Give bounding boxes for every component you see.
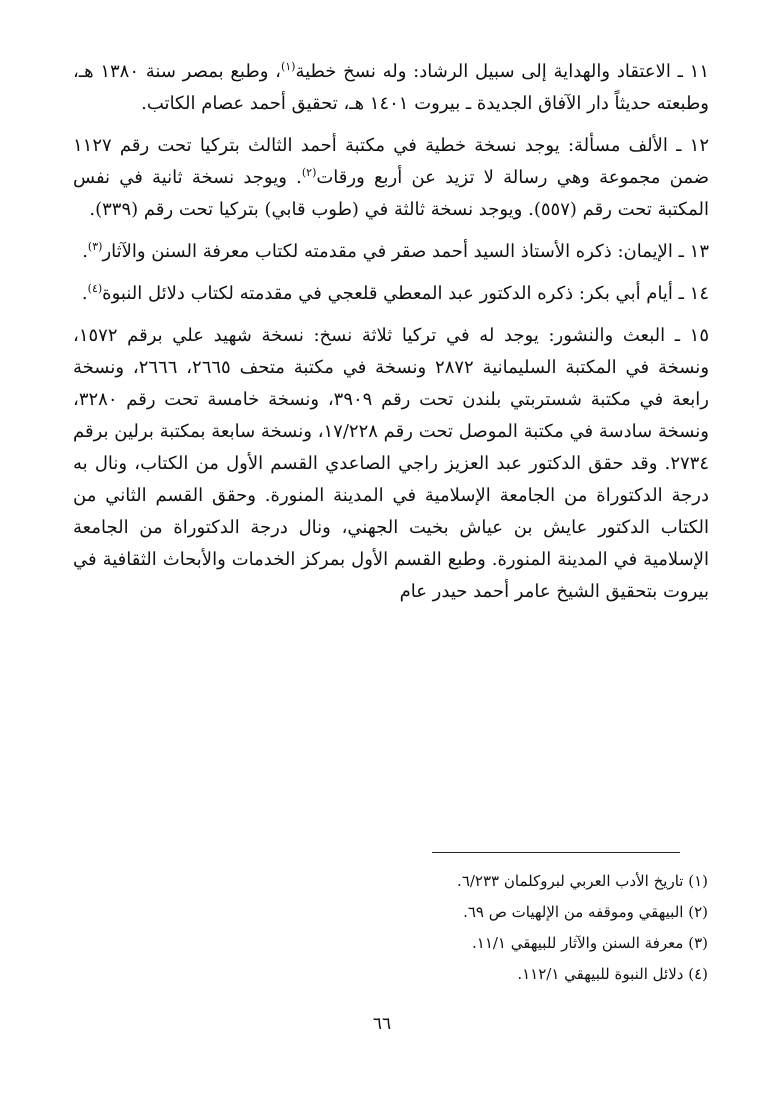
entry-text-continued: .	[82, 241, 88, 262]
entry-paragraph	[73, 278, 709, 310]
main-text	[73, 56, 709, 618]
entry-text: ١٤ ـ أيام أبي بكر: ذكره الدكتور عبد المعطي قلعجي في مقدمته لكتاب دلائل النبوة	[102, 283, 709, 304]
footnote-divider	[432, 852, 680, 853]
page-number: ٦٦	[372, 1014, 392, 1034]
entry-text: ١٥ ـ البعث والنشور: يوجد له في تركيا ثلاثة نسخ: نسخة شهيد علي برقم ١٥٧٢، ونسخة في المكتبة السليمانية ٢٨٧٢ ونسخة في مكتبة متحف ٢٦٦٥، ٢٦٦٦، ونسخة رابعة في مكتبة شستربتي بلندن تحت رقم ٣٩٠٩، ونسخة خامسة تحت رقم ٣٢٨٠، ونسخة سادسة في مكتبة الموصل تحت رقم ١٧/٢٢٨، ونسخة سابعة بمكتبة برلين برقم ٢٧٣٤. وقد حقق الدكتور عبد العزيز راجي الصاعدي القسم الأول من الكتاب، ونال به درجة الدكتوراة من الجامعة الإسلامية في المدينة المنورة. وحقق القسم الثاني من الكتاب الدكتور عايش بن عياش بخيت الجهني، ونال درجة الدكتوراة من الجامعة الإسلامية في المدينة المنورة. وطبع القسم الأول بمركز الخدمات والأبحاث الثقافية في بيروت بتحقيق الشيخ عامر أحمد حيدر عام	[73, 325, 710, 602]
entry-text: ١٢ ـ الألف مسألة: يوجد نسخة خطية في مكتبة أحمد الثالث بتركيا تحت رقم ١١٢٧ ضمن مجموعة وهي رسالة لا تزيد عن أربع ورقات	[73, 135, 710, 188]
entry-14	[73, 278, 709, 310]
entry-paragraph	[73, 320, 709, 608]
entry-11	[73, 56, 709, 120]
footnote-ref[interactable]: (٣)	[87, 240, 103, 253]
entry-paragraph	[73, 236, 709, 268]
entry-15	[73, 320, 709, 608]
entry-text-continued: . ويوجد نسخة ثانية في نفس المكتبة تحت رقم (٥٥٧). ويوجد نسخة ثالثة في (طوب قابي) بتركيا تحت رقم (٣٣٩).	[73, 167, 709, 220]
footnote-ref[interactable]: (١)	[280, 60, 296, 73]
footnotes	[180, 866, 708, 990]
footnote-4: (٤) دلائل النبوة للبيهقي ١١٢/١.	[517, 965, 708, 983]
entry-text-continued: .	[81, 283, 88, 304]
footnote-2: (٢) البيهقي وموقفه من الإلهيات ص ٦٩.	[463, 903, 708, 921]
footnote-3: (٣) معرفة السنن والآثار للبيهقي ١١/١.	[471, 934, 708, 952]
entry-12	[73, 130, 709, 226]
entry-text-continued: ، وطبع بمصر سنة ١٣٨٠ هـ، وطبعته حديثاً دار الآفاق الجديدة ـ بيروت ١٤٠١ هـ، تحقيق أحمد عصام الكاتب.	[73, 61, 709, 114]
entry-paragraph	[73, 56, 709, 120]
entry-paragraph	[73, 130, 709, 226]
footnote-ref[interactable]: (٤)	[87, 282, 103, 295]
entry-text: ١١ ـ الاعتقاد والهداية إلى سبيل الرشاد: وله نسخ خطية	[295, 61, 710, 82]
footnote-ref[interactable]: (٢)	[301, 166, 317, 179]
entry-text: ١٣ ـ الإيمان: ذكره الأستاذ السيد أحمد صقر في مقدمته لكتاب معرفة السنن والآثار	[102, 241, 709, 262]
footnote-1: (١) تاريخ الأدب العربي لبروكلمان ٦/٢٣٣.	[457, 872, 708, 890]
entry-13	[73, 236, 709, 268]
